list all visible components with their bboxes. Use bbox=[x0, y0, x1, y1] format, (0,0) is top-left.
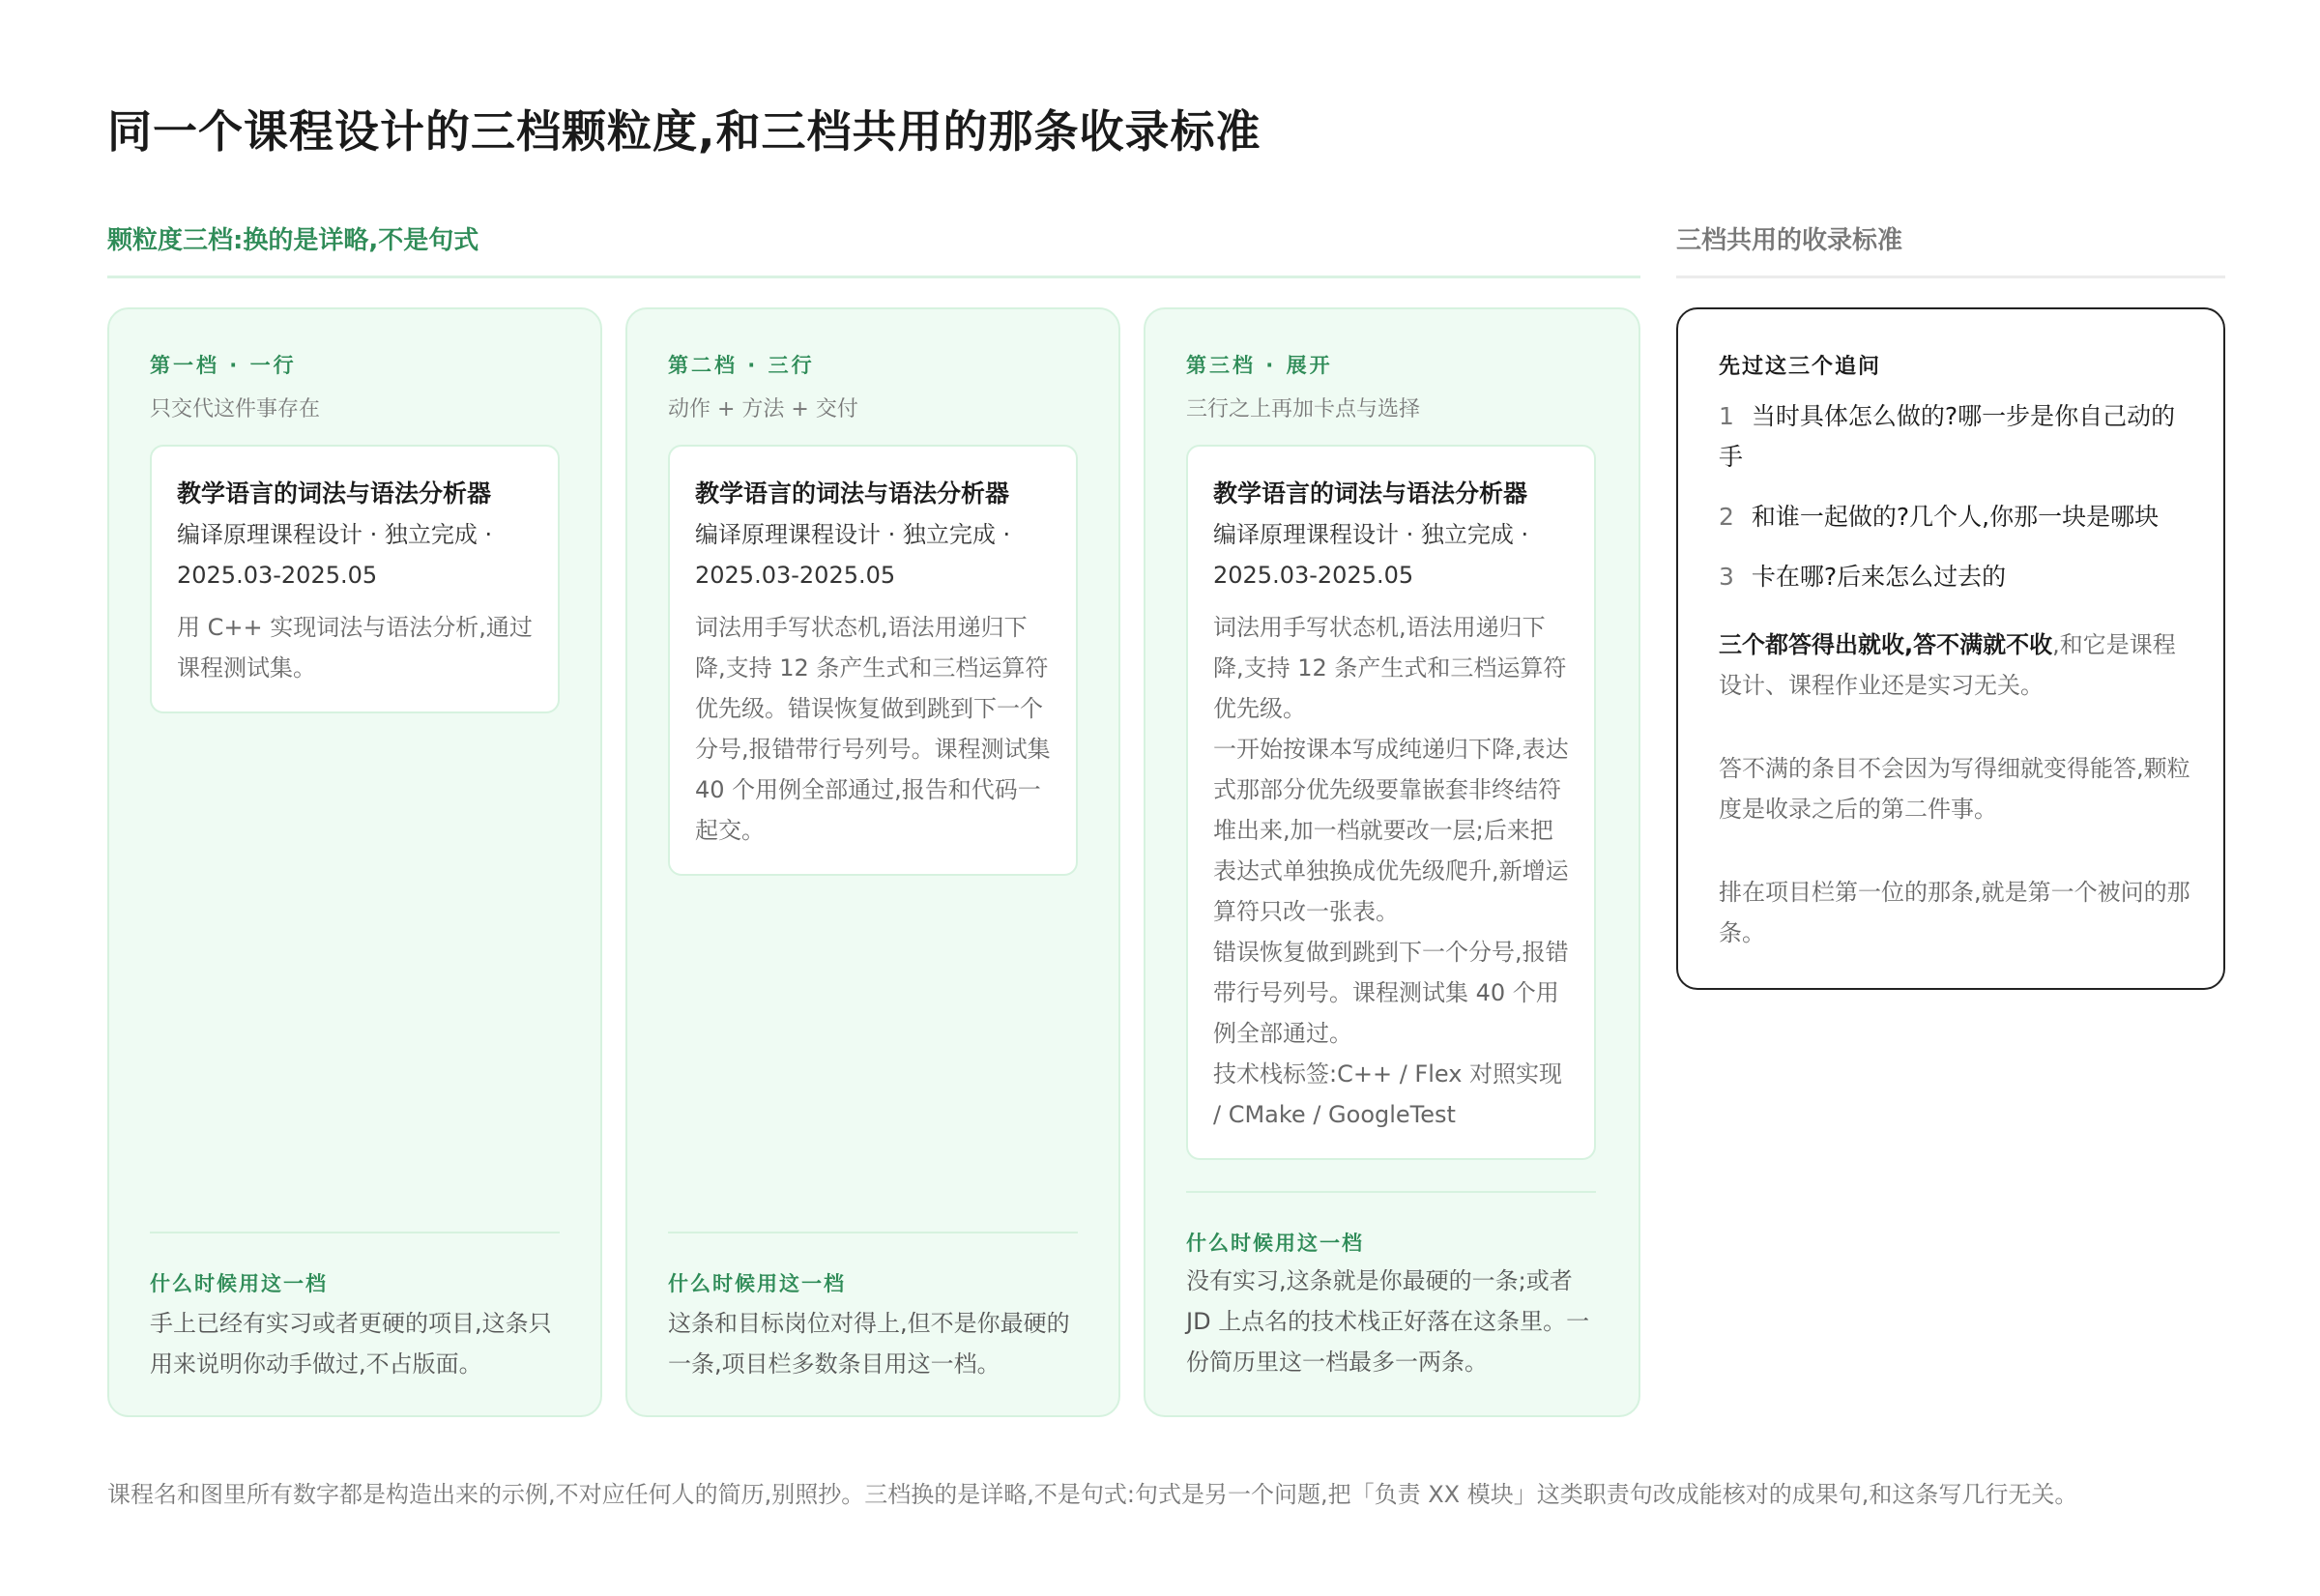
criteria-question bbox=[1719, 396, 2192, 478]
entry-paragraph: 用 C++ 实现词法与语法分析,通过课程测试集。 bbox=[177, 614, 533, 682]
entry-meta: 编译原理课程设计 · 独立完成 · bbox=[1213, 521, 1529, 548]
entry-meta: 编译原理课程设计 · 独立完成 · bbox=[177, 521, 493, 548]
tier-divider bbox=[668, 1232, 1078, 1233]
tier-label: 第三档 · 展开 bbox=[1186, 354, 1333, 377]
resume-entry-card bbox=[1186, 445, 1596, 1160]
criteria-rule bbox=[1719, 624, 2192, 706]
question-number: 2 bbox=[1719, 503, 1734, 531]
entry-paragraph: 错误恢复做到跳到下一个分号,报错带行号列号。课程测试集 40 个用例全部通过。 bbox=[1213, 939, 1569, 1047]
entry-dates: 2025.03-2025.05 bbox=[1213, 562, 1414, 589]
tiers-section-rule bbox=[107, 276, 1640, 278]
criteria-heading: 先过这三个追问 bbox=[1719, 355, 1882, 379]
criteria-rule-rest: ,和它是课程设计、课程作业还是实习无关。 bbox=[1719, 631, 2176, 699]
criteria-panel bbox=[1676, 307, 2225, 990]
criteria-question bbox=[1719, 497, 2192, 537]
question-text: 卡在哪?后来怎么过去的 bbox=[1751, 563, 2007, 591]
entry-body bbox=[1213, 607, 1569, 1135]
footnote: 课程名和图里所有数字都是构造出来的示例,不对应任何人的简历,别照抄。三档换的是详略,不是句式:句式是另一个问题,把「负责 XX 模块」这类职责句改成能核对的成果句,和这条写几行无关。 bbox=[107, 1481, 2078, 1508]
entry-body bbox=[177, 607, 533, 688]
tier-panel-1 bbox=[107, 307, 602, 1417]
when-label: 什么时候用这一档 bbox=[668, 1272, 846, 1295]
question-text: 当时具体怎么做的?哪一步是你自己动的手 bbox=[1719, 402, 2176, 471]
entry-paragraph: 词法用手写状态机,语法用递归下降,支持 12 条产生式和三档运算符优先级。错误恢复做到跳到下一个分号,报错带行号列号。课程测试集 40 个用例全部通过,报告和代码一起交。 bbox=[695, 614, 1051, 844]
entry-title: 教学语言的词法与语法分析器 bbox=[695, 479, 1010, 508]
when-text: 这条和目标岗位对得上,但不是你最硬的一条,项目栏多数条目用这一档。 bbox=[668, 1310, 1070, 1378]
criteria-section-heading: 三档共用的收录标准 bbox=[1676, 226, 1903, 255]
tier-subtitle: 三行之上再加卡点与选择 bbox=[1186, 397, 1421, 421]
entry-title: 教学语言的词法与语法分析器 bbox=[177, 479, 492, 508]
tier-panel-3 bbox=[1144, 307, 1640, 1417]
tier-subtitle: 只交代这件事存在 bbox=[150, 397, 321, 421]
question-number: 3 bbox=[1719, 563, 1734, 591]
entry-dates: 2025.03-2025.05 bbox=[177, 562, 378, 589]
tier-divider bbox=[1186, 1191, 1596, 1193]
when-label: 什么时候用这一档 bbox=[1186, 1232, 1364, 1255]
resume-entry-card bbox=[150, 445, 560, 713]
when-text: 手上已经有实习或者更硬的项目,这条只用来说明你动手做过,不占版面。 bbox=[150, 1310, 552, 1378]
criteria-section-rule bbox=[1676, 276, 2225, 278]
entry-dates: 2025.03-2025.05 bbox=[695, 562, 896, 589]
tier-label: 第二档 · 三行 bbox=[668, 354, 815, 377]
question-text: 和谁一起做的?几个人,你那一块是哪块 bbox=[1751, 503, 2160, 531]
criteria-rule-bold: 三个都答得出就收,答不满就不收 bbox=[1719, 631, 2053, 658]
tier-divider bbox=[150, 1232, 560, 1233]
criteria-question bbox=[1719, 557, 2192, 597]
entry-meta: 编译原理课程设计 · 独立完成 · bbox=[695, 521, 1011, 548]
entry-paragraph: 词法用手写状态机,语法用递归下降,支持 12 条产生式和三档运算符优先级。 bbox=[1213, 614, 1567, 722]
question-number: 1 bbox=[1719, 402, 1734, 430]
entry-tech-stack: 技术栈标签:C++ / Flex 对照实现 / CMake / GoogleTest bbox=[1213, 1060, 1563, 1128]
when-text: 没有实习,这条就是你最硬的一条;或者 JD 上点名的技术栈正好落在这条里。一份简历里这一档最多一两条。 bbox=[1186, 1267, 1590, 1376]
tier-panel-2 bbox=[625, 307, 1120, 1417]
criteria-note: 答不满的条目不会因为写得细就变得能答,颗粒度是收录之后的第二件事。 bbox=[1719, 755, 2190, 823]
entry-body bbox=[695, 607, 1051, 851]
resume-entry-card bbox=[668, 445, 1078, 876]
entry-paragraph: 一开始按课本写成纯递归下降,表达式那部分优先级要靠嵌套非终结符堆出来,加一档就要改一层;后来把表达式单独换成优先级爬升,新增运算符只改一张表。 bbox=[1213, 736, 1569, 925]
page-title: 同一个课程设计的三档颗粒度,和三档共用的那条收录标准 bbox=[107, 105, 1262, 158]
criteria-note: 排在项目栏第一位的那条,就是第一个被问的那条。 bbox=[1719, 879, 2190, 946]
tiers-section-heading: 颗粒度三档:换的是详略,不是句式 bbox=[107, 226, 479, 255]
when-label: 什么时候用这一档 bbox=[150, 1272, 328, 1295]
tier-label: 第一档 · 一行 bbox=[150, 354, 297, 377]
tier-subtitle: 动作 + 方法 + 交付 bbox=[668, 397, 858, 421]
entry-title: 教学语言的词法与语法分析器 bbox=[1213, 479, 1528, 508]
